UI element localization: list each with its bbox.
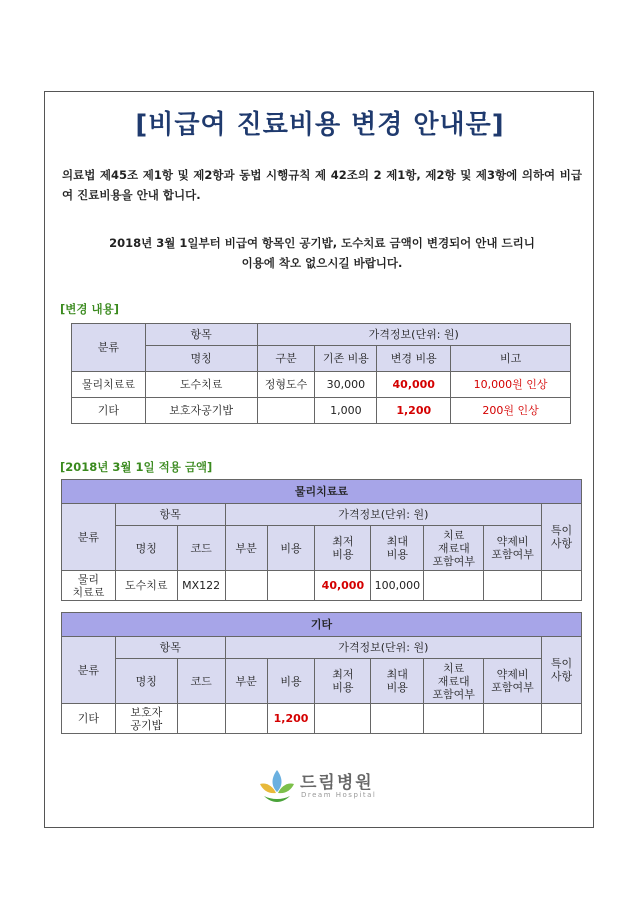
physio-h-cost: 비용 bbox=[267, 526, 315, 571]
table-row bbox=[72, 398, 571, 424]
physio-h-name: 명칭 bbox=[115, 526, 177, 571]
cell-type bbox=[257, 398, 315, 424]
etc-h-part: 부분 bbox=[225, 659, 267, 704]
cell-material bbox=[424, 571, 484, 601]
cell-cost bbox=[267, 571, 315, 601]
cell-old: 1,000 bbox=[315, 398, 377, 424]
logo-name: 드림병원 bbox=[300, 773, 374, 793]
cell-drug bbox=[484, 704, 542, 734]
etc-h-code: 코드 bbox=[177, 659, 225, 704]
etc-h-item: 항목 bbox=[115, 637, 225, 659]
notice-line-2: 이용에 착오 없으시길 바랍니다. bbox=[241, 256, 403, 270]
etc-h-name: 명칭 bbox=[115, 659, 177, 704]
cell-category: 물리 치료료 bbox=[62, 571, 116, 601]
cell-new: 1,200 bbox=[377, 398, 451, 424]
logo-subtitle: Dream Hospital bbox=[301, 791, 377, 799]
page-title: [비급여 진료비용 변경 안내문] bbox=[135, 110, 505, 140]
cell-old: 30,000 bbox=[315, 372, 377, 398]
cell-max: 100,000 bbox=[371, 571, 424, 601]
table-row bbox=[62, 704, 582, 734]
cell-new: 40,000 bbox=[377, 372, 451, 398]
change-h-category: 분류 bbox=[72, 324, 146, 372]
physio-h-category: 분류 bbox=[62, 504, 116, 571]
physio-h-material: 치료 재료대 포함여부 bbox=[424, 526, 484, 571]
physio-h-item: 항목 bbox=[115, 504, 225, 526]
cell-category: 기타 bbox=[62, 704, 116, 734]
cell-min: 40,000 bbox=[315, 571, 371, 601]
change-table bbox=[71, 323, 571, 424]
physio-h-drug: 약제비 포함여부 bbox=[484, 526, 542, 571]
change-h-new: 변경 비용 bbox=[377, 346, 451, 372]
etc-table bbox=[61, 612, 582, 734]
cell-name: 도수치료 bbox=[145, 372, 257, 398]
cell-material bbox=[424, 704, 484, 734]
cell-code bbox=[177, 704, 225, 734]
physio-h-max: 최대 비용 bbox=[371, 526, 424, 571]
cell-part bbox=[225, 571, 267, 601]
cell-category: 기타 bbox=[72, 398, 146, 424]
etc-h-material: 치료 재료대 포함여부 bbox=[424, 659, 484, 704]
cell-special bbox=[541, 704, 581, 734]
cell-special bbox=[542, 571, 582, 601]
etc-banner: 기타 bbox=[62, 613, 582, 637]
cell-name: 보호자공기밥 bbox=[145, 398, 257, 424]
cell-drug bbox=[484, 571, 542, 601]
etc-h-max: 최대 비용 bbox=[371, 659, 424, 704]
table-row bbox=[62, 571, 582, 601]
physio-table bbox=[61, 479, 582, 601]
cell-cost: 1,200 bbox=[267, 704, 315, 734]
cell-name: 도수치료 bbox=[115, 571, 177, 601]
physio-h-special: 특이 사항 bbox=[542, 504, 582, 571]
hospital-logo bbox=[256, 766, 396, 806]
change-h-item: 항목 bbox=[145, 324, 257, 346]
notice-paragraph bbox=[62, 233, 582, 273]
section-change-title: [변경 내용] bbox=[60, 302, 119, 316]
change-h-old: 기존 비용 bbox=[315, 346, 377, 372]
change-h-price-info: 가격정보(단위: 원) bbox=[257, 324, 570, 346]
table-row bbox=[72, 372, 571, 398]
notice-line-1: 2018년 3월 1일부터 비급여 항목인 공기밥, 도수치료 금액이 변경되어 안내 드리니 bbox=[109, 236, 535, 250]
cell-max bbox=[371, 704, 424, 734]
physio-h-min: 최저 비용 bbox=[315, 526, 371, 571]
leaf-logo-icon bbox=[256, 766, 298, 806]
physio-h-price-info: 가격정보(단위: 원) bbox=[225, 504, 541, 526]
etc-h-min: 최저 비용 bbox=[315, 659, 371, 704]
physio-h-code: 코드 bbox=[177, 526, 225, 571]
cell-name: 보호자 공기밥 bbox=[115, 704, 177, 734]
cell-code: MX122 bbox=[177, 571, 225, 601]
change-h-note: 비고 bbox=[451, 346, 571, 372]
change-h-type: 구분 bbox=[257, 346, 315, 372]
etc-h-category: 분류 bbox=[62, 637, 116, 704]
etc-h-price-info: 가격정보(단위: 원) bbox=[225, 637, 541, 659]
change-h-name: 명칭 bbox=[145, 346, 257, 372]
intro-paragraph: 의료법 제45조 제1항 및 제2항과 동법 시행규칙 제 42조의 2 제1항, 제2항 및 제3항에 의하여 비급여 진료비용을 안내 합니다. bbox=[62, 168, 582, 202]
physio-banner: 물리치료료 bbox=[62, 480, 582, 504]
cell-category: 물리치료료 bbox=[72, 372, 146, 398]
etc-h-drug: 약제비 포함여부 bbox=[484, 659, 542, 704]
physio-h-part: 부분 bbox=[225, 526, 267, 571]
etc-h-special: 특이 사항 bbox=[541, 637, 581, 704]
cell-note: 200원 인상 bbox=[451, 398, 571, 424]
cell-part bbox=[225, 704, 267, 734]
cell-type: 정형도수 bbox=[257, 372, 315, 398]
cell-note: 10,000원 인상 bbox=[451, 372, 571, 398]
etc-h-cost: 비용 bbox=[267, 659, 315, 704]
cell-min bbox=[315, 704, 371, 734]
section-applied-title: [2018년 3월 1일 적용 금액] bbox=[60, 460, 213, 474]
